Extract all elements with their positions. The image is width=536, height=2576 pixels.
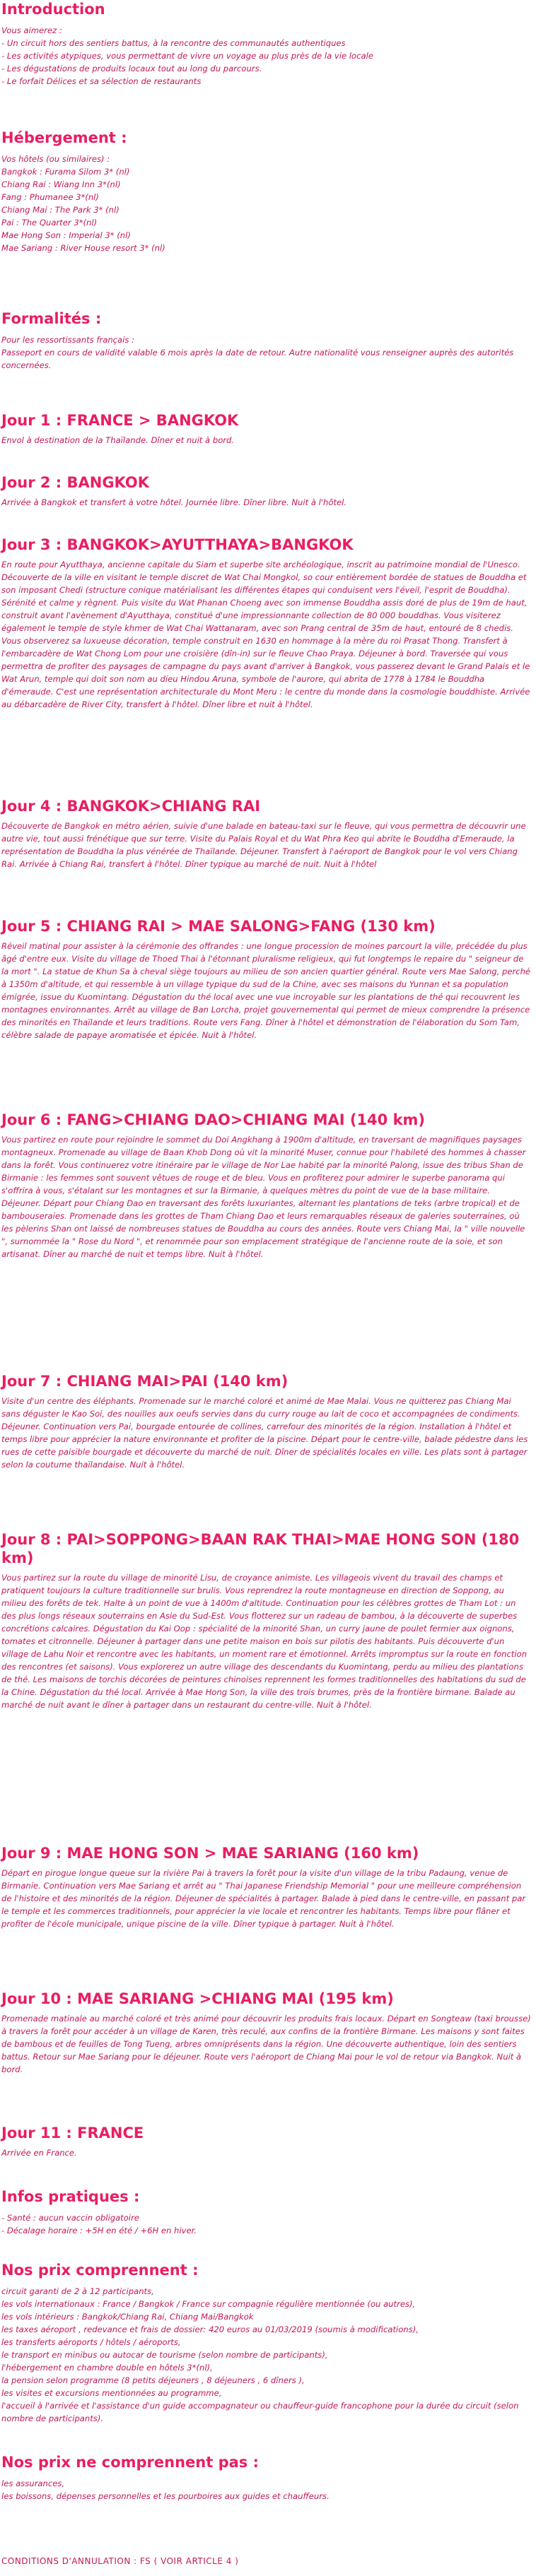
prix-comprennent-line: l'hébergement en chambre double en hôtels 3*(nl), — [1, 2363, 213, 2373]
prix-ne-comprennent-heading: Nos prix ne comprennent pas : — [1, 2454, 260, 2471]
day-section — [1, 411, 532, 447]
prix-comprennent-line: le transport en minibus ou autocar de tourisme (selon nombre de participants), — [1, 2350, 328, 2360]
introduction-line: Vous aimerez : — [1, 25, 62, 35]
prix-comprennent-line: les transferts aéroports / hôtels / aéroports, — [1, 2337, 181, 2347]
infos-line: - Santé : aucun vaccin obligatoire — [1, 2213, 139, 2223]
day-heading: Jour 11 : FRANCE — [1, 2125, 144, 2141]
day-heading: Jour 8 : PAI>SOPPONG>BAAN RAK THAI>MAE HONG SON (180 km) — [1, 1531, 520, 1566]
day-heading: Jour 5 : CHIANG RAI > MAE SALONG>FANG (130 km) — [1, 918, 436, 935]
infos-text — [1, 2211, 532, 2237]
prix-ne-comprennent-text — [1, 2477, 532, 2503]
day-heading: Jour 3 : BANGKOK>AYUTTHAYA>BANGKOK — [1, 536, 354, 553]
hebergement-heading: Hébergement : — [1, 129, 127, 146]
infos-section — [1, 2187, 532, 2237]
hebergement-line: Chiang Mai : The Park 3* (nl) — [1, 205, 120, 215]
formalites-text — [1, 333, 532, 372]
day-description: Arrivée à Bangkok et transfert à votre hôtel. Journée libre. Dîner libre. Nuit à l'hôtel. — [1, 497, 347, 507]
day-heading: Jour 1 : FRANCE > BANGKOK — [1, 412, 239, 429]
introduction-section — [1, 0, 532, 88]
day-section — [1, 917, 532, 1041]
prix-ne-comprennent-line: les boissons, dépenses personnelles et les pourboires aux guides et chauffeurs. — [1, 2491, 330, 2501]
prix-comprennent-line: l'accueil à l'arrivée et l'assistance d'un guide accompagnateur ou chauffeur-guide francophone pour la durée du circuit (selon nombre de participants). — [1, 2401, 519, 2423]
prix-comprennent-line: la pension selon programme (8 petits déjeuners , 8 déjeuners , 6 dîners ), — [1, 2375, 305, 2385]
hebergement-line: Vos hôtels (ou similaires) : — [1, 154, 110, 164]
hebergement-line: Bangkok : Furama Silom 3* (nl) — [1, 167, 130, 177]
introduction-line: - Un circuit hors des sentiers battus, à la rencontre des communautés authentiques — [1, 38, 346, 48]
cancellation-conditions: CONDITIONS D'ANNULATION : FS ( VOIR ARTICLE 4 ) — [1, 2556, 239, 2566]
formalites-heading: Formalités : — [1, 310, 102, 327]
day-description: En route pour Ayutthaya, ancienne capitale du Siam et superbe site archéologique, inscrit au patrimoine mondial de l'Unesco. Découverte de la ville en visitant le temple discret de Wat Chai Mongkol, so cour entièrement bordée de statues de Bouddha et son imposant Chedi (structure conique matérialisant les différentes étapes qui conduisent vers l'éveil, l'esprit de Bouddha). Sérénité et calme y règnent. Puis visite du Wat Phanan Choeng avec son immense Bouddha assis doré de plus de 19m de haut, construit avant l'avènement d'Ayutthaya, constitué d'une impressionnante collection de 80 000 bouddhas. Vous visiterez également le temple de style khmer de Wat Chai Wattanaram, avec son Prang central de 35m de haut, entouré de 8 chedis. Vous observerez sa luxueuse décoration, temple construit en 1630 en hommage à la mère du roi Prasat Thong. Transfert à l'embarcadère de Wat Chong Lom pour une croisière (dîn-in) sur le fleuve Chao Praya. Déjeuner à bord. Traversée qui vous permettra de profiter des paysages de campagne du pays avant d'arriver à Bangkok, vous passerez devant le Grand Palais et le Wat Arun, temple qui doit son nom au dieu Hindou Aruna, symbole de l'aurore, qui abrita de 1778 à 1784 le Bouddha d'émeraude. C'est une représentation architecturale du Mont Meru : le centre du monde dans la cosmologie bouddhiste. Arrivée au débarcadère de River City, transfert à l'hôtel. Dîner libre et nuit à l'hôtel. — [1, 560, 530, 709]
hebergement-text — [1, 153, 532, 254]
day-section — [1, 1111, 532, 1260]
day-heading: Jour 10 : MAE SARIANG >CHIANG MAI (195 km) — [1, 1990, 394, 2007]
day-section — [1, 1990, 532, 2076]
day-description: Découverte de Bangkok en métro aérien, suivie d'une balade en bateau-taxi sur le fleuve, qui vous permettra de découvrir une autre vie, tout aussi frénétique que sur terre. Visite du Palais Royal et du Wat Phra Keo qui abrite le Bouddha d'Emeraude, la représentation de Bouddha la plus vénérée de Thaïlande. Déjeuner. Transfert à l'aéroport de Bangkok pour le vol vers Chiang Rai. Arrivée à Chiang Rai, transfert à l'hôtel. Dîner typique au marché de nuit. Nuit à l'hôtel — [1, 821, 526, 869]
formalites-section — [1, 309, 532, 372]
day-description: Envol à destination de la Thaïlande. Dîner et nuit à bord. — [1, 435, 235, 445]
prix-ne-comprennent-section — [1, 2453, 532, 2503]
day-heading: Jour 9 : MAE HONG SON > MAE SARIANG (160 km) — [1, 1845, 419, 1862]
day-description: Départ en pirogue longue queue sur la rivière Pai à travers la forêt pour la visite d'un village de la tribu Padaung, venue de Birmanie. Continuation vers Mae Sariang et arrêt au " Thai Japanese Friendship Memorial " pour une meilleure compréhension de l'histoire et des minorités de la région. Déjeuner de spécialités à partager. Balade à pied dans le centre-ville, en passant par le temple et les commerces traditionnels, pour apprécier la vie locale et rencontrer les habitants. Temps libre pour flâner et profiter de l'école municipale, unique piscine de la ville. Dîner typique à partager. Nuit à l'hôtel. — [1, 1868, 526, 1929]
day-heading: Jour 2 : BANGKOK — [1, 474, 150, 491]
day-heading: Jour 4 : BANGKOK>CHIANG RAI — [1, 798, 261, 815]
day-description: Arrivée en France. — [1, 2148, 77, 2158]
prix-comprennent-line: les taxes aéroport , redevance et frais de dossier: 420 euros au 01/03/2019 (soumis à modifications), — [1, 2324, 419, 2334]
day-section — [1, 1372, 532, 1471]
introduction-line: - Les dégustations de produits locaux tout au long du parcours. — [1, 64, 262, 73]
day-heading: Jour 6 : FANG>CHIANG DAO>CHIANG MAI (140 km) — [1, 1111, 426, 1128]
infos-line: - Décalage horaire : +5H en été / +6H en hiver. — [1, 2226, 197, 2235]
formalites-line: Passeport en cours de validité valable 6 mois après la date de retour. Autre nationalité vous renseigner auprès des autorités concernées. — [1, 348, 514, 370]
day-section — [1, 536, 532, 711]
day-section — [1, 2124, 532, 2159]
prix-comprennent-line: les vols intérieurs : Bangkok/Chiang Rai, Chiang Mai/Bangkok — [1, 2312, 254, 2322]
introduction-line: - Les activités atypiques, vous permettant de vivre un voyage au plus près de la vie locale — [1, 51, 373, 61]
introduction-text — [1, 24, 532, 88]
prix-comprennent-line: les vols internationaux : France / Bangkok / France sur compagnie régulière mentionnée (ou autres), — [1, 2299, 416, 2309]
day-section — [1, 473, 532, 509]
day-section — [1, 1844, 532, 1930]
hebergement-line: Chiang Rai : Wiang Inn 3*(nl) — [1, 179, 121, 189]
hebergement-section — [1, 129, 532, 254]
day-section — [1, 1530, 532, 1711]
prix-comprennent-heading: Nos prix comprennent : — [1, 2262, 199, 2279]
infos-heading: Infos pratiques : — [1, 2188, 140, 2205]
hebergement-line: Pai : The Quarter 3*(nl) — [1, 218, 98, 228]
day-description: Réveil matinal pour assister à la cérémonie des offrandes : une longue procession de moines parcourt la ville, précédée du plus âgé d'entre eux. Visite du village de Thoed Thai à l'étonnant pluralisme religieux, qui fut longtemps le repaire du " seigneur de la mort ". La statue de Khun Sa à cheval siège toujours au milieu de son ancien quartier général. Route vers Mae Salong, perché à 1350m d'altitude, et qui ressemble à un village typique du sud de la Chine, avec ses maisons du Yunnan et sa population émigrée, issue du Kuomintang. Dégustation du thé local avec une vue incroyable sur les plantations de thé qui recouvrent les montagnes environnantes. Arrêt au village de Ban Lorcha, projet gouvernemental qui permet de mieux comprendre la présence des minorités en Thaïlande et leurs traditions. Route vers Fang. Dîner à l'hôtel et démonstration de l'élaboration du Som Tam, célèbre salade de papaye aromatisée et épicée. Nuit à l'hôtel. — [1, 941, 531, 1040]
prix-comprennent-line: les visites et excursions mentionnées au programme, — [1, 2388, 222, 2398]
day-description: Promenade matinale au marché coloré et très animé pour découvrir les produits frais locaux. Départ en Songteaw (taxi brousse) à travers la forêt pour accéder à un village de Karen, très reculé, aux confins de la frontière Birmane. Les maisons y sont faites de bambous et de feuilles de Tong Tueng, arbres omniprésents dans la région. Une découverte authentique, loin des sentiers battus. Retour sur Mae Sariang pour le déjeuner. Route vers l'aéroport de Chiang Mai pour le vol de retour via Bangkok. Nuit à bord. — [1, 2014, 531, 2074]
day-description: Vous partirez sur la route du village de minorité Lisu, de croyance animiste. Les villageois vivent du travail des champs et pratiquent toujours la culture traditionnelle sur brulis. Vous reprendrez la route montagneuse en direction de Soppong, au milieu des forêts de tek. Halte à un point de vue à 1400m d'altitude. Continuation pour les célèbres grottes de Tham Lot : un des plus longs réseaux souterrains en Asie du Sud-Est. Vous flotterez sur un radeau de bambou, à la découverte de superbes concrétions calcaires. Dégustation du Kai Oop : spécialité de la minorité Shan, un curry jaune de poulet fermier aux oignons, tomates et citronnelle. Déjeuner à partager dans une petite maison en bois sur pilotis des habitants. Puis découverte d'un village de Lahu Noir et rencontre avec les habitants, un moment rare et émotionnel. Arrêts impromptus sur la route en fonction des rencontres (et saisons). Vous explorerez un autre village des descendants du Kuomintang, perdu au milieu des plantations de thé. Les maisons de torchis décorées de peintures chinoises reprennent les formes traditionnelles des habitations du sud de la Chine. Dégustation du thé local. Arrivée à Mae Hong Son, la ville des trois brumes, près de la frontière birmane. Balade au marché de nuit avant le dîner à partager dans un restaurant du centre-ville. Nuit à l'hôtel. — [1, 1573, 528, 1710]
hebergement-line: Mae Hong Son : Imperial 3* (nl) — [1, 230, 131, 240]
prix-comprennent-text — [1, 2285, 532, 2425]
prix-comprennent-line: circuit garanti de 2 à 12 participants, — [1, 2286, 154, 2296]
day-section — [1, 797, 532, 870]
hebergement-line: Fang : Phumanee 3*(nl) — [1, 192, 99, 202]
day-description: Visite d'un centre des éléphants. Promenade sur le marché coloré et animé de Mae Malai. Vous ne quitterez pas Chiang Mai sans déguster le Kao Soi, des nouilles aux oeufs servies dans du curry rouge au lait de coco et accompagnées de condiments. Déjeuner. Continuation vers Pai, bourgade entourée de collines, carrefour des minorités de la région. Installation à l'hôtel et temps libre pour apprécier la nature environnante et profiter de la piscine. Départ pour le centre-ville, balade pédestre dans les rues de cette paisible bourgade et découverte du marché de nuit. Dîner de spécialités locales en ville. Les plats sont à partager selon la coutume thaïlandaise. Nuit à l'hôtel. — [1, 1396, 528, 1470]
formalites-line: Pour les ressortissants français : — [1, 335, 135, 345]
introduction-heading: Introduction — [1, 1, 105, 18]
prix-comprennent-section — [1, 2261, 532, 2425]
day-description: Vous partirez en route pour rejoindre le sommet du Doi Angkhang à 1900m d'altitude, en traversant de magnifiques paysages montagneux. Promenade au village de Baan Khob Dong où vit la minorité Muser, connue pour l'habileté des hommes à chasser dans la forêt. Vous continuerez votre itinéraire par le village de Nor Lae habité par la minorité Palong, issue des tribus Shan de Birmanie : les femmes sont souvent vêtues de rouge et de bleu. Vous en profiterez pour admirer le superbe panorama qui s'offrira à vous, s'étalant sur les montagnes et sur la Birmanie, à quelques mètres du point de vue de la base militaire. Déjeuner. Départ pour Chiang Dao en traversant des forêts luxuriantes, alternant les plantations de teks (arbre tropical) et de bambouseraies. Promenade dans les grottes de Tham Chiang Dao et leurs remarquables réseaux de galeries souterraines, où les pèlerins Shan ont laissé de nombreuses statues de Bouddha au cours des années. Route vers Chiang Mai, la " ville nouvelle ", surnommée la " Rose du Nord ", et renommée pour son emplacement stratégique de l'ancienne route de la soie, et son artisanat. Dîner au marché de nuit et temps libre. Nuit à l'hôtel. — [1, 1135, 526, 1259]
introduction-line: - Le forfait Délices et sa sélection de restaurants — [1, 76, 202, 86]
hebergement-line: Mae Sariang : River House resort 3* (nl) — [1, 243, 165, 253]
prix-ne-comprennent-line: les assurances, — [1, 2478, 65, 2488]
day-heading: Jour 7 : CHIANG MAI>PAI (140 km) — [1, 1373, 289, 1390]
